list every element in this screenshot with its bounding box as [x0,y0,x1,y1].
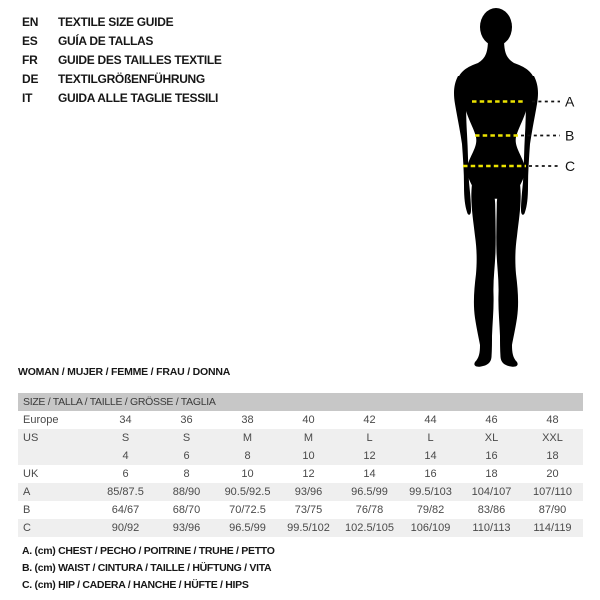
size-cell: 107/110 [533,486,572,498]
size-cell: 79/82 [416,504,445,516]
size-table-header: SIZE / TALLA / TAILLE / GRÖSSE / TAGLIA [18,393,583,411]
size-cell: XL [484,432,499,444]
size-cell: 4 [122,450,129,462]
left-leg [471,184,495,367]
size-cell: 90/92 [111,522,140,534]
size-cell: 73/75 [294,504,323,516]
row-label: UK [23,468,39,480]
size-cell: 16 [485,450,498,462]
row-label: A [23,486,31,498]
size-cell: 10 [302,450,315,462]
measure-label-c: C [565,158,576,174]
size-cell: 99.5/103 [409,486,452,498]
measurement-figure [420,0,600,380]
size-cell: 12 [302,468,315,480]
language-row [22,31,222,50]
right-leg [496,184,520,367]
language-code: DE [22,71,39,86]
language-code: EN [22,14,39,29]
table-row [18,483,583,501]
size-cell: 40 [302,414,315,426]
table-row [18,447,583,465]
legend-line: B. (cm) WAIST / CINTURA / TAILLE / HÜFTUNG / VITA [22,562,272,574]
size-cell: M [242,432,253,444]
size-cell: 34 [119,414,132,426]
size-cell: 44 [424,414,437,426]
size-cell: 68/70 [172,504,201,516]
size-cell: 8 [183,468,190,480]
measurement-legend [22,543,275,594]
size-cell: 76/78 [355,504,384,516]
size-table-body [18,411,583,537]
language-title: GUÍA DE TALLAS [58,33,154,48]
size-cell: S [182,432,191,444]
measure-label-b: B [565,127,575,144]
language-title: TEXTILE SIZE GUIDE [58,14,174,29]
size-cell: 96.5/99 [351,486,388,498]
row-label: B [23,504,31,516]
language-row [22,50,222,69]
table-row [18,465,583,483]
size-cell: 8 [244,450,251,462]
size-cell: 87/90 [538,504,567,516]
size-table [18,393,583,537]
row-label: Europe [23,414,59,426]
language-code: ES [22,33,38,48]
size-cell: 18 [485,468,498,480]
size-cell: XXL [542,432,563,444]
woman-silhouette [454,8,538,367]
size-cell: M [303,432,314,444]
legend-line: A. (cm) CHEST / PECHO / POITRINE / TRUHE / PETTO [22,545,275,557]
size-cell: 20 [546,468,559,480]
table-row [18,519,583,537]
size-cell: 12 [363,450,376,462]
row-label: US [23,432,39,444]
size-cell: 110/113 [472,522,511,534]
language-title: GUIDE DES TAILLES TEXTILE [58,52,222,67]
language-list [22,12,222,107]
language-title: TEXTILGRÖßENFÜHRUNG [58,71,205,86]
language-title: GUIDA ALLE TAGLIE TESSILI [58,90,219,105]
language-code: FR [22,52,38,67]
size-cell: 46 [485,414,498,426]
size-cell: 48 [546,414,559,426]
table-row [18,501,583,519]
size-cell: 114/119 [533,522,572,534]
size-cell: 10 [241,468,254,480]
measure-label-a: A [565,93,575,110]
size-cell: 70/72.5 [229,504,266,516]
size-cell: L [366,432,373,444]
language-row [22,12,222,31]
section-title-woman: WOMAN / MUJER / FEMME / FRAU / DONNA [18,366,231,378]
size-cell: 36 [180,414,193,426]
size-cell: 18 [546,450,559,462]
size-cell: 42 [363,414,376,426]
size-cell: 64/67 [111,504,140,516]
size-cell: 14 [363,468,376,480]
size-cell: 102.5/105 [345,522,394,534]
size-cell: 6 [183,450,190,462]
table-row [18,429,583,447]
size-cell: 85/87.5 [107,486,144,498]
size-cell: 14 [424,450,437,462]
size-figure-svg [420,0,600,380]
size-cell: 93/96 [294,486,323,498]
size-cell: 104/107 [471,486,512,498]
size-cell: 106/109 [410,522,451,534]
size-cell: 93/96 [172,522,201,534]
size-cell: 96.5/99 [229,522,266,534]
size-cell: 6 [122,468,129,480]
size-cell: L [427,432,434,444]
size-cell: 88/90 [172,486,201,498]
size-cell: 83/86 [477,504,506,516]
language-row [22,88,222,107]
size-cell: 38 [241,414,254,426]
table-row [18,411,583,429]
size-cell: S [121,432,130,444]
size-cell: 16 [424,468,437,480]
legend-line: C. (cm) HIP / CADERA / HANCHE / HÜFTE / HIPS [22,579,249,591]
language-row [22,69,222,88]
language-code: IT [22,90,33,105]
size-cell: 99.5/102 [287,522,330,534]
row-label: C [23,522,31,534]
size-cell: 90.5/92.5 [224,486,271,498]
